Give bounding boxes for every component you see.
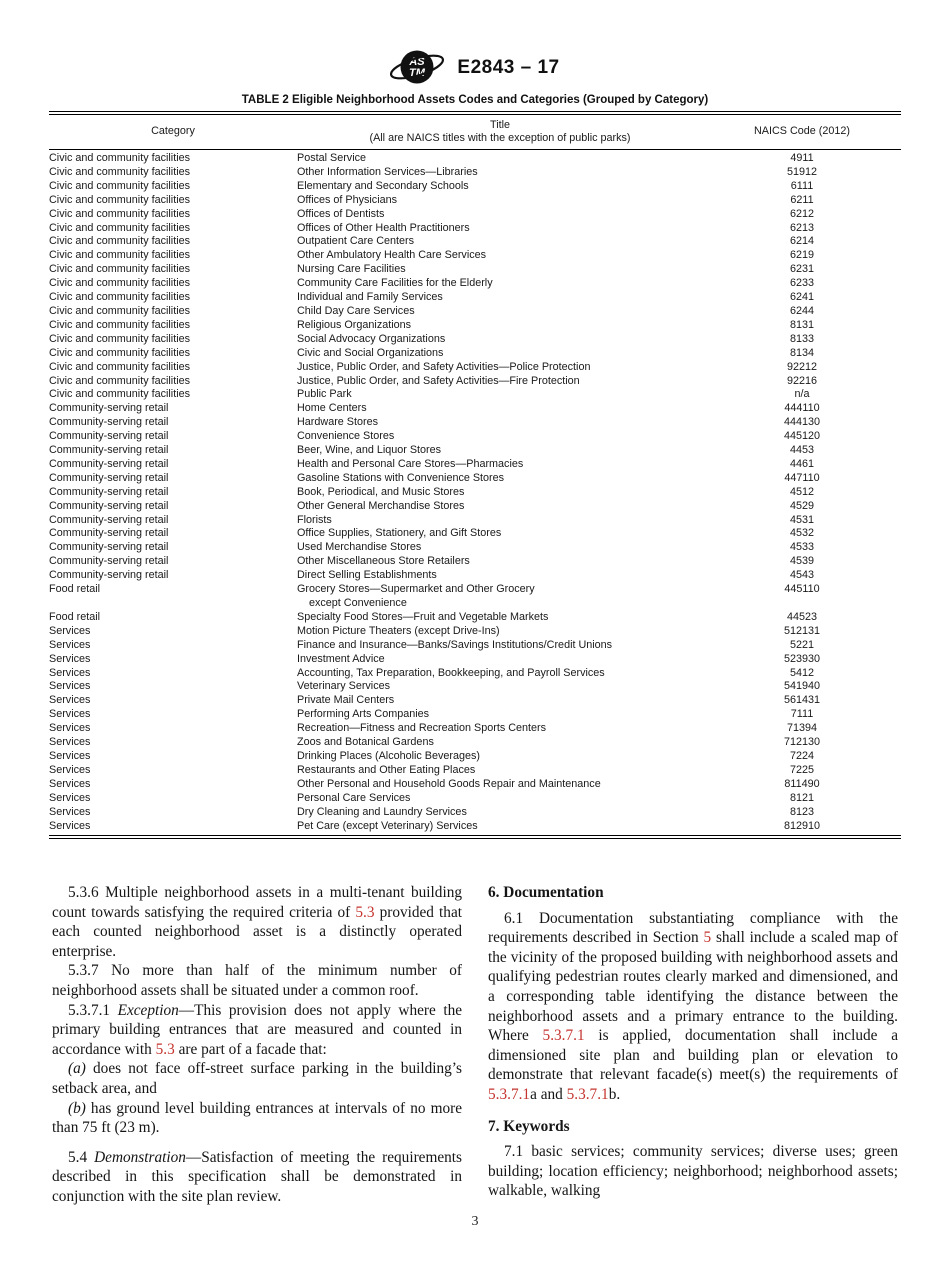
text-segment: 5.3.6 Multiple neighborhood assets in a multi-tenant building count towards satisfying the required criteria of — [52, 884, 462, 921]
table-row — [49, 333, 901, 347]
text-segment: (b) — [68, 1099, 86, 1117]
naics-code-cell: 7224 — [789, 749, 815, 762]
table-row — [49, 514, 901, 528]
category-cell: Civic and community facilities — [49, 165, 191, 178]
naics-code-cell: 7225 — [789, 763, 815, 776]
title-cell: Public Park — [297, 388, 352, 401]
title-cell: Gasoline Stations with Convenience Stores — [297, 471, 505, 484]
text-segment: Exception — [117, 1001, 179, 1019]
category-cell: Civic and community facilities — [49, 207, 191, 220]
category-cell: Services — [49, 791, 91, 804]
category-cell: Community-serving retail — [49, 471, 169, 484]
naics-code-cell: 92212 — [786, 360, 818, 373]
title-cell: Postal Service — [297, 152, 367, 164]
title-cell: Accounting, Tax Preparation, Bookkeeping, and Payroll Services — [297, 666, 605, 679]
title-cell: Finance and Insurance—Banks/Savings Institutions/Credit Unions — [297, 638, 613, 651]
category-cell: Services — [49, 777, 91, 790]
naics-code-cell: 447110 — [784, 471, 820, 484]
naics-code-cell: 811490 — [784, 777, 820, 790]
title-cell: Book, Periodical, and Music Stores — [297, 485, 465, 498]
title-cell: Outpatient Care Centers — [297, 235, 415, 248]
naics-code-cell: 6219 — [789, 249, 815, 262]
title-cell: Civic and Social Organizations — [297, 346, 444, 359]
category-cell: Community-serving retail — [49, 527, 169, 540]
category-cell: Civic and community facilities — [49, 249, 191, 262]
naics-code-cell: 445120 — [783, 430, 821, 443]
table-row — [49, 375, 901, 389]
title-cell: Offices of Physicians — [297, 193, 398, 206]
category-cell: Services — [49, 666, 91, 679]
naics-code-cell: 6244 — [789, 304, 815, 317]
naics-code-cell: 4531 — [789, 513, 815, 526]
text-segment: are part of a facade that: — [174, 1040, 327, 1058]
naics-code-cell: 712130 — [783, 736, 821, 749]
naics-code-cell: 541940 — [783, 680, 821, 693]
naics-code-cell: 444110 — [784, 402, 820, 415]
title-cell: Beer, Wine, and Liquor Stores — [297, 444, 442, 457]
title-cell: Other Personal and Household Goods Repair and Maintenance — [297, 777, 601, 790]
naics-code-cell: 523930 — [783, 652, 821, 665]
table-row — [49, 541, 901, 555]
category-cell: Civic and community facilities — [49, 152, 191, 164]
text-segment: (a) — [68, 1060, 86, 1078]
assets-table — [49, 111, 901, 839]
category-cell: Services — [49, 722, 91, 735]
title-cell: Other Miscellaneous Store Retailers — [297, 555, 470, 568]
paragraph — [52, 1059, 462, 1098]
title-cell: Recreation—Fitness and Recreation Sports Centers — [297, 722, 547, 735]
naics-code-cell: 5412 — [789, 666, 815, 679]
table-row — [49, 263, 901, 277]
table-row — [49, 416, 901, 430]
text-segment: provided that each counted neighborhood asset is a distinctly operated enterprise. — [52, 903, 462, 960]
category-cell: Services — [49, 708, 91, 721]
table-row — [49, 625, 901, 639]
naics-code-cell: 92216 — [786, 374, 818, 387]
table-row — [49, 820, 901, 838]
table-row — [49, 555, 901, 569]
title-cell: Elementary and Secondary Schools — [297, 179, 469, 192]
title-cell: Restaurants and Other Eating Places — [297, 763, 476, 776]
category-cell: Civic and community facilities — [49, 277, 191, 290]
title-cell: Other Information Services—Libraries — [297, 165, 478, 178]
table-row — [49, 166, 901, 180]
category-cell: Services — [49, 749, 91, 762]
text-segment: has ground level building entrances at intervals of no more than 75 ft (23 m). — [52, 1099, 462, 1137]
table-row — [49, 527, 901, 541]
table-row — [49, 694, 901, 708]
category-cell: Services — [49, 624, 91, 637]
naics-code-cell: 4911 — [790, 152, 814, 164]
table-header — [49, 113, 901, 150]
category-cell: Civic and community facilities — [49, 388, 191, 401]
category-cell: Community-serving retail — [49, 555, 169, 568]
category-cell: Civic and community facilities — [49, 304, 191, 317]
right-column — [488, 883, 898, 1207]
naics-code-cell: 5221 — [789, 638, 815, 651]
table-row — [49, 639, 901, 653]
title-cell: Convenience Stores — [297, 430, 395, 443]
table-row — [49, 249, 901, 263]
title-cell: Hardware Stores — [297, 416, 379, 429]
category-cell: Community-serving retail — [49, 430, 169, 443]
title-cell: Social Advocacy Organizations — [297, 332, 446, 345]
category-cell: Services — [49, 652, 91, 665]
naics-code-cell: 4539 — [789, 555, 815, 568]
category-cell: Community-serving retail — [49, 485, 169, 498]
category-cell: Services — [49, 638, 91, 651]
paragraph — [52, 1148, 462, 1207]
table-row — [49, 583, 901, 611]
body-text — [52, 883, 898, 1207]
category-cell: Services — [49, 819, 91, 832]
table-row — [49, 235, 901, 249]
title-cell: Offices of Other Health Practitioners — [297, 221, 470, 234]
category-cell: Community-serving retail — [49, 402, 169, 415]
table-row — [49, 472, 901, 486]
text-segment: 6. Documentation — [488, 884, 604, 901]
page-header — [0, 44, 950, 91]
naics-code-cell: 512131 — [783, 624, 821, 637]
category-cell: Services — [49, 736, 91, 749]
naics-code-cell: 6231 — [789, 263, 815, 276]
title-cell: Home Centers — [297, 402, 367, 415]
table-row — [49, 750, 901, 764]
naics-code-cell: 8121 — [789, 791, 815, 804]
svg-text:TM: TM — [409, 67, 426, 79]
category-cell: Community-serving retail — [49, 513, 169, 526]
col-header-naics: NAICS Code (2012) — [703, 113, 901, 150]
text-segment: b. — [608, 1085, 621, 1103]
text-segment: 5.3.7.1 — [68, 1001, 118, 1019]
title-cell: Other General Merchandise Stores — [297, 499, 465, 512]
title-cell: Office Supplies, Stationery, and Gift Stores — [297, 527, 502, 540]
naics-code-cell: 8131 — [789, 318, 815, 331]
naics-code-cell: 4453 — [789, 444, 815, 457]
table-row — [49, 611, 901, 625]
page-number: 3 — [471, 1214, 479, 1229]
title-cell: Veterinary Services — [297, 680, 391, 693]
section-heading — [488, 1117, 898, 1137]
category-cell: Community-serving retail — [49, 457, 169, 470]
text-segment: 7.1 basic services; community services; diverse uses; green building; location efficiency; neighborhood; neighborhood assets; walkable, walking — [488, 1143, 898, 1200]
svg-text:AS: AS — [409, 56, 426, 68]
table-row — [49, 277, 901, 291]
table-row — [49, 361, 901, 375]
text-segment: 5.3.7 No more than half of the minimum number of neighborhood assets shall be situated under a common roof. — [52, 962, 462, 999]
table-body — [49, 150, 901, 838]
category-cell: Civic and community facilities — [49, 193, 191, 206]
paragraph — [52, 883, 462, 961]
title-cell: Grocery Stores—Supermarket and Other Grocery except Convenience — [297, 583, 535, 609]
category-cell: Civic and community facilities — [49, 263, 191, 276]
naics-code-cell: 4533 — [789, 541, 815, 554]
section-heading — [488, 883, 898, 903]
category-cell: Services — [49, 763, 91, 776]
table-row — [49, 778, 901, 792]
table-row — [49, 806, 901, 820]
table-row — [49, 319, 901, 333]
text-segment: shall include a scaled map of the vicinity of the proposed building with neighborhood assets and qualifying pedestrian routes clearly marked and dimensioned, and a corresponding table identifying the distance between the neighborhood assets and a primary entrance to the building. Where — [488, 929, 898, 1045]
title-cell: Used Merchandise Stores — [297, 541, 422, 554]
title-cell: Motion Picture Theaters (except Drive-Ins) — [297, 624, 500, 637]
category-cell: Community-serving retail — [49, 569, 169, 582]
category-cell: Community-serving retail — [49, 444, 169, 457]
category-cell: Civic and community facilities — [49, 346, 191, 359]
paragraph — [52, 1099, 462, 1138]
text-segment: —Satisfaction of meeting the requirements described in this specification shall be demonstrated in conjunction with the site plan review. — [52, 1148, 462, 1205]
left-column — [52, 883, 462, 1207]
title-cell: Community Care Facilities for the Elderly — [297, 277, 493, 290]
section-reference-link[interactable]: 5.3 — [155, 1040, 175, 1058]
title-cell: Direct Selling Establishments — [297, 569, 437, 582]
section-reference-link[interactable]: 5.3.7.1 — [566, 1085, 609, 1103]
category-cell: Civic and community facilities — [49, 332, 191, 345]
category-cell: Community-serving retail — [49, 416, 169, 429]
standard-designation: E2843 – 17 — [457, 56, 560, 78]
title-cell: Justice, Public Order, and Safety Activities—Police Protection — [297, 360, 591, 373]
category-cell: Civic and community facilities — [49, 360, 191, 373]
naics-code-cell: 7111 — [790, 708, 814, 721]
table-row — [49, 708, 901, 722]
naics-code-cell: 6213 — [789, 221, 815, 234]
title-cell: Other Ambulatory Health Care Services — [297, 249, 487, 262]
title-cell: Individual and Family Services — [297, 291, 443, 304]
table-row — [49, 305, 901, 319]
title-cell: Private Mail Centers — [297, 694, 395, 707]
table-row — [49, 444, 901, 458]
paragraph — [488, 909, 898, 1105]
table-section — [49, 94, 901, 839]
title-cell: Drinking Places (Alcoholic Beverages) — [297, 749, 481, 762]
table-row — [49, 222, 901, 236]
category-cell: Food retail — [49, 610, 101, 623]
title-cell: Religious Organizations — [297, 318, 412, 331]
table-row — [49, 180, 901, 194]
naics-code-cell: 8123 — [789, 805, 815, 818]
naics-code-cell: 71394 — [786, 722, 818, 735]
naics-code-cell: 812910 — [783, 819, 821, 832]
category-cell: Civic and community facilities — [49, 221, 191, 234]
text-segment: is applied, documentation shall include a dimensioned site plan and building plan or elevation to demonstrate that relevant facade(s) meet(s) the requirements of — [488, 1027, 898, 1084]
text-segment: 6.1 Documentation substantiating compliance with the requirements described in Section — [488, 909, 898, 947]
table-row — [49, 208, 901, 222]
table-row — [49, 722, 901, 736]
title-cell: Specialty Food Stores—Fruit and Vegetable Markets — [297, 610, 549, 623]
table-row — [49, 458, 901, 472]
naics-code-cell: 4532 — [789, 527, 815, 540]
naics-code-cell: 44523 — [786, 610, 818, 623]
section-reference-link[interactable]: 5 — [703, 929, 712, 947]
table-row — [49, 764, 901, 778]
naics-code-cell: 4529 — [789, 499, 815, 512]
text-segment: 7. Keywords — [488, 1117, 570, 1135]
naics-code-cell: 561431 — [783, 694, 821, 707]
naics-code-cell: 6212 — [789, 207, 815, 220]
table-row — [49, 736, 901, 750]
table-row — [49, 388, 901, 402]
col-header-title: Title (All are NAICS titles with the exception of public parks) — [297, 113, 703, 150]
category-cell: Food retail — [49, 583, 101, 596]
category-cell: Community-serving retail — [49, 499, 169, 512]
category-cell: Civic and community facilities — [49, 179, 191, 192]
naics-code-cell: 8133 — [789, 332, 815, 345]
category-cell: Services — [49, 805, 91, 818]
table-title: TABLE 2 Eligible Neighborhood Assets Codes and Categories (Grouped by Category) — [241, 94, 709, 106]
table-row — [49, 569, 901, 583]
title-cell: Health and Personal Care Stores—Pharmacies — [297, 457, 524, 470]
section-reference-link[interactable]: 5.3.7.1 — [488, 1085, 531, 1103]
section-reference-link[interactable]: 5.3.7.1 — [542, 1027, 585, 1045]
title-cell: Nursing Care Facilities — [297, 263, 406, 276]
naics-code-cell: 8134 — [789, 346, 815, 359]
table-row — [49, 667, 901, 681]
category-cell: Services — [49, 680, 91, 693]
naics-code-cell: 6214 — [789, 235, 815, 248]
title-cell: Personal Care Services — [297, 791, 411, 804]
title-cell: Dry Cleaning and Laundry Services — [297, 805, 467, 818]
paragraph — [52, 1001, 462, 1060]
category-cell: Civic and community facilities — [49, 235, 191, 248]
table-row — [49, 347, 901, 361]
col-header-category: Category — [49, 113, 297, 150]
naics-code-cell: 6241 — [789, 291, 815, 304]
table-row — [49, 430, 901, 444]
naics-code-cell: 445110 — [784, 583, 820, 596]
naics-code-cell: 444130 — [783, 416, 821, 429]
title-cell: Florists — [297, 513, 332, 526]
naics-code-cell: 51912 — [786, 165, 818, 178]
title-cell: Justice, Public Order, and Safety Activities—Fire Protection — [297, 374, 580, 387]
text-segment: Demonstration — [94, 1148, 186, 1166]
text-segment: does not face off-street surface parking in the building’s setback area, and — [52, 1060, 462, 1097]
table-row — [49, 291, 901, 305]
category-cell: Services — [49, 694, 91, 707]
table-row — [49, 402, 901, 416]
category-cell: Civic and community facilities — [49, 318, 191, 331]
title-cell: Child Day Care Services — [297, 304, 415, 317]
table-row — [49, 680, 901, 694]
naics-code-cell: 6233 — [789, 277, 815, 290]
table-row — [49, 500, 901, 514]
text-segment: a and — [530, 1085, 567, 1103]
category-cell: Community-serving retail — [49, 541, 169, 554]
naics-code-cell: 4461 — [789, 457, 815, 470]
section-reference-link[interactable]: 5.3 — [355, 903, 375, 921]
astm-logo-icon — [390, 44, 448, 91]
text-segment: —This provision does not apply where the primary building entrances that are measured and counted in accordance with — [52, 1001, 463, 1058]
naics-code-cell: 4543 — [789, 569, 815, 582]
paragraph — [52, 961, 462, 1000]
category-cell: Civic and community facilities — [49, 291, 191, 304]
naics-code-cell: 6211 — [790, 193, 814, 206]
paragraph — [488, 1142, 898, 1201]
title-cell: Pet Care (except Veterinary) Services — [297, 819, 478, 832]
table-row — [49, 194, 901, 208]
title-cell: Investment Advice — [297, 652, 385, 665]
title-cell: Zoos and Botanical Gardens — [297, 736, 434, 749]
naics-code-cell: n/a — [794, 388, 810, 401]
naics-code-cell: 6111 — [790, 179, 814, 192]
table-row — [49, 150, 901, 166]
title-cell: Offices of Dentists — [297, 207, 385, 220]
table-row — [49, 486, 901, 500]
table-row — [49, 792, 901, 806]
text-segment: 5.4 — [68, 1148, 95, 1166]
table-row — [49, 653, 901, 667]
category-cell: Civic and community facilities — [49, 374, 191, 387]
title-cell: Performing Arts Companies — [297, 708, 430, 721]
naics-code-cell: 4512 — [789, 485, 815, 498]
